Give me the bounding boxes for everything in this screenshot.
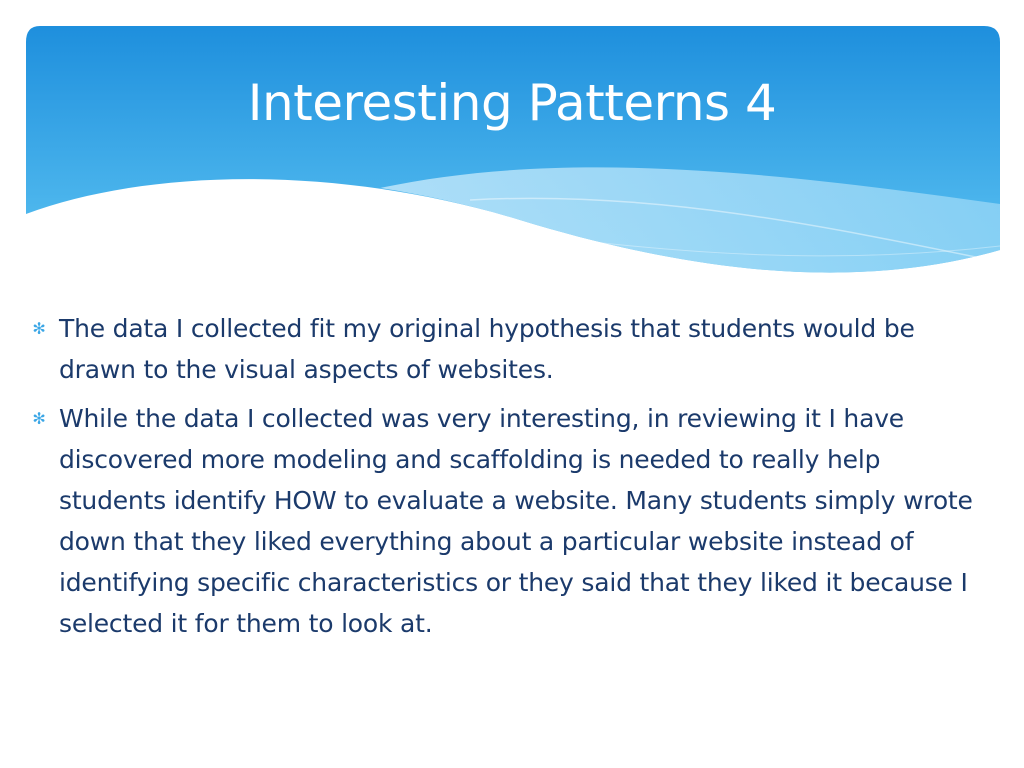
bullet-list — [28, 308, 978, 652]
asterisk-bullet-icon: ✻ — [32, 409, 46, 428]
bullet-item — [28, 398, 978, 644]
bullet-item — [28, 308, 978, 390]
slide-title: Interesting Patterns 4 — [247, 74, 777, 132]
bullet-text: While the data I collected was very interesting, in reviewing it I have discovered more modeling and scaffolding is needed to really help students identify HOW to evaluate a website. Many students simply wrote down that they liked everything about a particular website instead of identifying specific characteristics or they said that they liked it because I selected it for them to look at. — [59, 404, 973, 638]
header-banner — [0, 0, 1024, 300]
bullet-text: The data I collected fit my original hypothesis that students would be drawn to the visual aspects of websites. — [59, 314, 915, 384]
asterisk-bullet-icon: ✻ — [32, 319, 46, 338]
